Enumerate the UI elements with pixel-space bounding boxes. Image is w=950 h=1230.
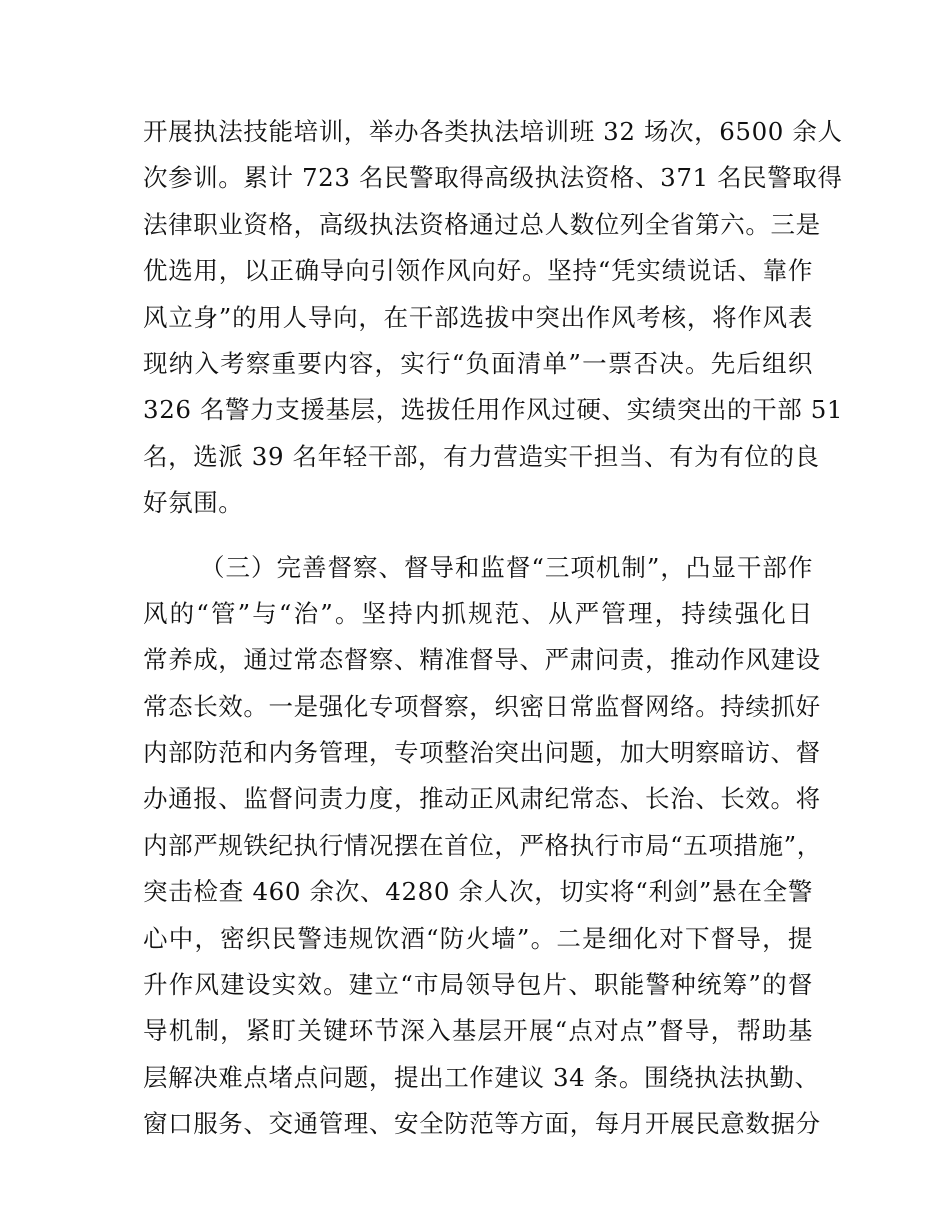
text-line: 次参训。累计 723 名民警取得高级执法资格、371 名民警取得	[143, 163, 843, 193]
text-line: 现纳入考察重要内容，实行“负面清单”一票否决。先后组织	[143, 348, 813, 378]
text-line: 法律职业资格，高级执法资格通过总人数位列全省第六。三是	[143, 209, 821, 239]
paragraph-spacer	[143, 527, 813, 545]
text-line: 326 名警力支援基层，选拔任用作风过硬、实绩突出的干部 51	[143, 395, 844, 425]
text-line: 层解决难点堵点问题，提出工作建议 34 条。围绕执法执勤、	[143, 1062, 820, 1092]
text-line: 风立身”的用人导向，在干部选拔中突出作风考核，将作风表	[143, 302, 813, 332]
text-line: 风的“管”与“治”。坚持内抓规范、从严管理，持续强化日	[143, 598, 813, 628]
text-line: 内部防范和内务管理，专项整治突出问题，加大明察暗访、督	[143, 738, 821, 768]
paragraph-2	[143, 545, 822, 1148]
text-line: 常态长效。一是强化专项督察，织密日常监督网络。持续抓好	[143, 691, 821, 721]
text-line: （三）完善督察、督导和监督“三项机制”，凸显干部作	[200, 552, 813, 582]
text-line: 内部严规铁纪执行情况摆在首位，严格执行市局“五项措施”，	[143, 830, 822, 860]
text-line: 突击检查 460 余次、4280 余人次，切实将“利剑”悬在全警	[143, 877, 813, 907]
text-line: 优选用，以正确导向引领作风向好。坚持“凭实绩说话、靠作	[143, 256, 813, 286]
text-line: 心中，密织民警违规饮酒“防火墙”。二是细化对下督导，提	[143, 923, 813, 953]
document-body	[143, 109, 844, 1148]
text-line: 常养成，通过常态督察、精准督导、严肃问责，推动作风建设	[143, 645, 821, 675]
paragraph-1	[143, 109, 844, 527]
text-line: 开展执法技能培训，举办各类执法培训班 32 场次，6500 余人	[143, 117, 843, 146]
text-line: 办通报、监督问责力度，推动正风肃纪常态、长治、长效。将	[143, 784, 821, 814]
text-line: 窗口服务、交通管理、安全防范等方面，每月开展民意数据分	[143, 1109, 821, 1139]
text-line: 升作风建设实效。建立“市局领导包片、职能警种统筹”的督	[143, 970, 813, 1000]
text-line: 导机制，紧盯关键环节深入基层开展“点对点”督导，帮助基	[143, 1016, 813, 1046]
text-line: 名，选派 39 名年轻干部，有力营造实干担当、有为有位的良	[143, 441, 820, 471]
text-line: 好氛围。	[143, 488, 244, 518]
